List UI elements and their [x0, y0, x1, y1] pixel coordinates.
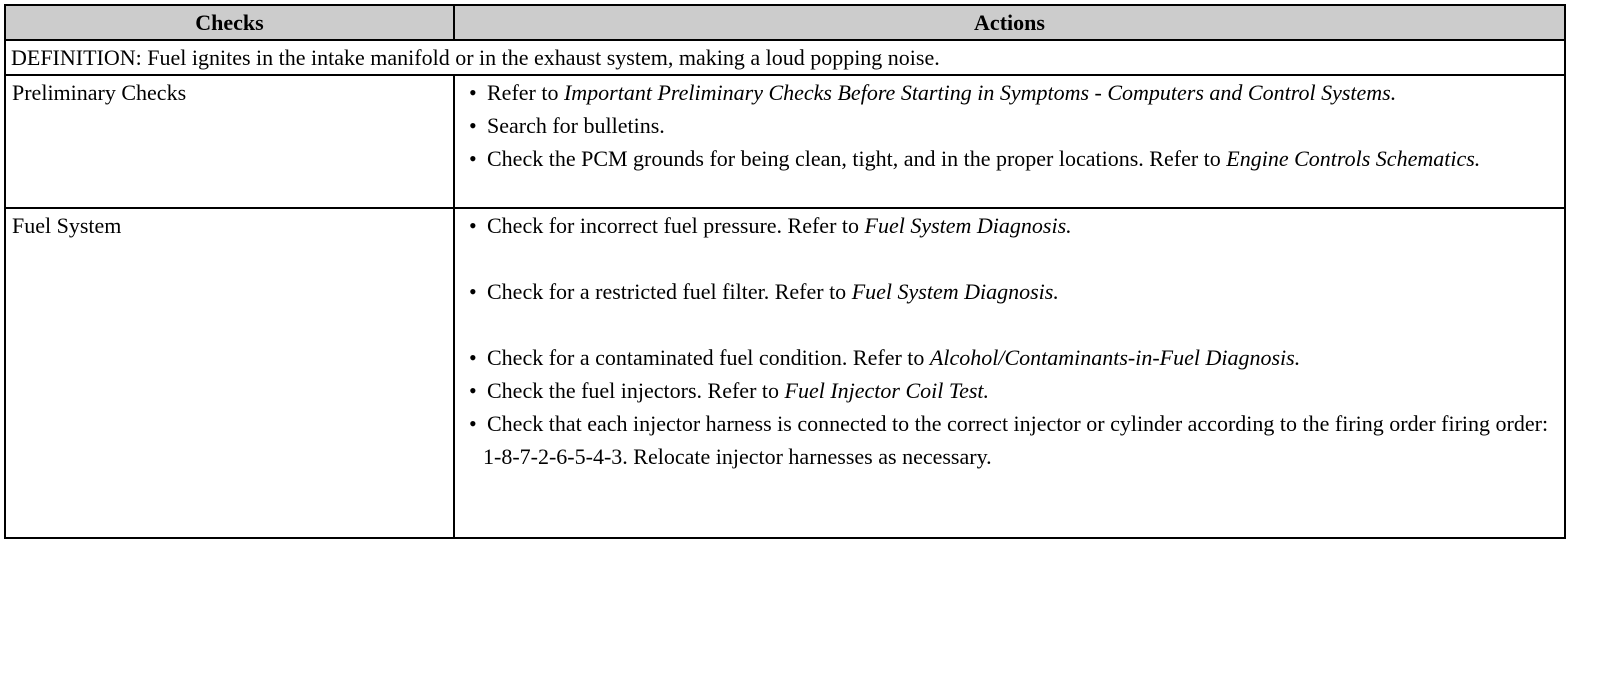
- action-text: Check the fuel injectors. Refer to: [487, 378, 785, 403]
- list-item: [469, 109, 1554, 142]
- bullet-icon: •: [469, 345, 477, 370]
- header-row: [5, 5, 1565, 40]
- check-label: Preliminary Checks: [5, 75, 454, 208]
- action-text: Check for a restricted fuel filter. Refer to: [487, 279, 852, 304]
- list-item: [469, 142, 1554, 175]
- actions-cell: [454, 208, 1565, 538]
- bullet-icon: •: [469, 378, 477, 403]
- reference-link[interactable]: Fuel Injector Coil Test.: [784, 378, 990, 403]
- actions-cell: [454, 75, 1565, 208]
- list-item: [469, 76, 1554, 109]
- definition-row: [5, 40, 1565, 75]
- list-item: [469, 407, 1554, 473]
- bullet-icon: •: [469, 279, 477, 304]
- action-text: Refer to: [487, 80, 564, 105]
- definition-text: DEFINITION: Fuel ignites in the intake manifold or in the exhaust system, making a loud popping noise.: [5, 40, 1565, 75]
- symptom-table: [4, 4, 1566, 539]
- header-checks: Checks: [5, 5, 454, 40]
- check-label: Fuel System: [5, 208, 454, 538]
- bullet-icon: •: [469, 80, 477, 105]
- table-row: [5, 208, 1565, 538]
- list-item: [469, 374, 1554, 407]
- action-text: Check that each injector harness is connected to the correct injector or cylinder according to the firing order firing order: 1-8-7-2-6-5-4-3. Relocate injector harnesses as necessary.: [483, 411, 1549, 469]
- list-item: [469, 209, 1554, 242]
- action-text: Search for bulletins.: [487, 113, 665, 138]
- list-item: [469, 341, 1554, 374]
- reference-link[interactable]: Important Preliminary Checks Before Starting in Symptoms - Computers and Control Systems.: [563, 80, 1397, 105]
- reference-link[interactable]: Fuel System Diagnosis.: [864, 213, 1072, 238]
- bullet-icon: •: [469, 411, 477, 436]
- action-text: Check for a contaminated fuel condition. Refer to: [487, 345, 930, 370]
- bullet-icon: •: [469, 113, 477, 138]
- action-text: Check for incorrect fuel pressure. Refer to: [487, 213, 865, 238]
- reference-link[interactable]: Alcohol/Contaminants-in-Fuel Diagnosis.: [929, 345, 1301, 370]
- reference-link[interactable]: Engine Controls Schematics.: [1226, 146, 1481, 171]
- action-text: Check the PCM grounds for being clean, tight, and in the proper locations. Refer to: [487, 146, 1227, 171]
- bullet-icon: •: [469, 146, 477, 171]
- spacer: [469, 242, 1554, 275]
- reference-link[interactable]: Fuel System Diagnosis.: [851, 279, 1059, 304]
- spacer: [469, 308, 1554, 341]
- header-actions: Actions: [454, 5, 1565, 40]
- bullet-icon: •: [469, 213, 477, 238]
- table-row: [5, 75, 1565, 208]
- list-item: [469, 275, 1554, 308]
